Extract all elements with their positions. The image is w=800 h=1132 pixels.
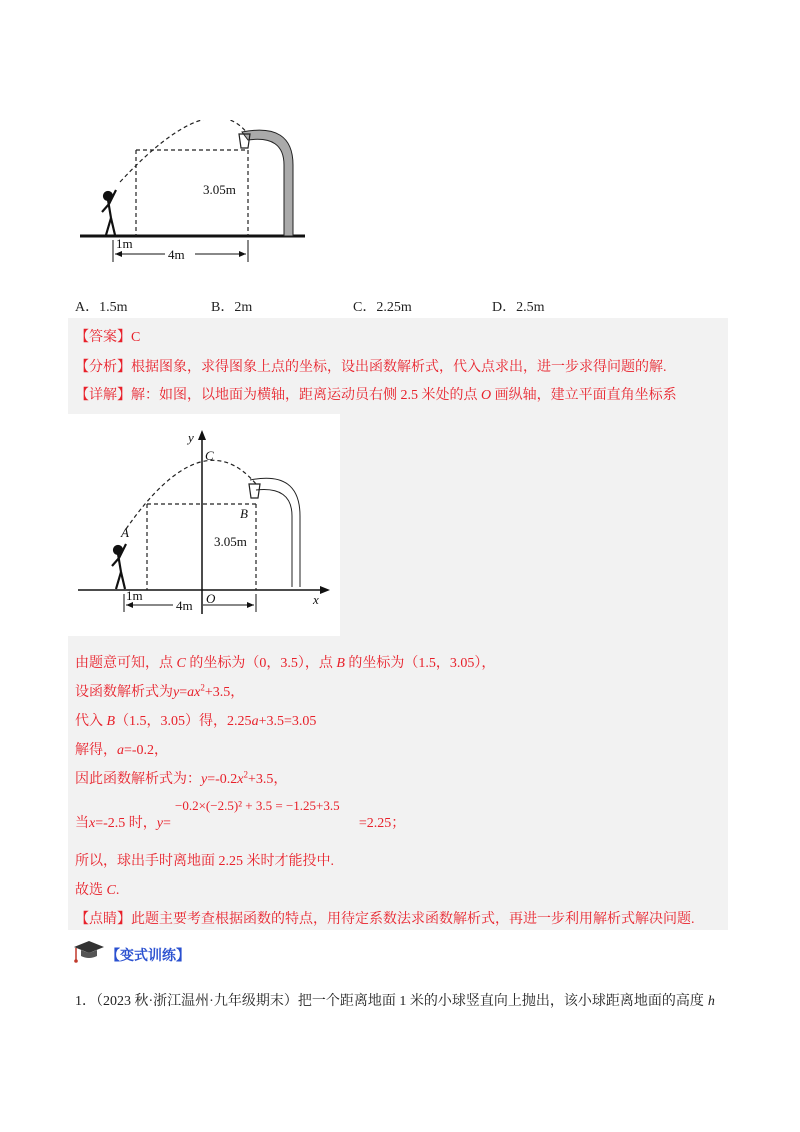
solution-line-5: 因此函数解析式为：$y=-0.2x^2+3.5$， — [75, 769, 288, 787]
hoop-pole — [242, 130, 293, 236]
distance-label: 4m — [176, 598, 193, 613]
solution-line-6: 当x=-2.5 时，y= =2.25； — [75, 816, 406, 831]
point-c-label: C — [205, 448, 214, 463]
answer-options — [75, 296, 755, 316]
option-a: A．1.5m — [75, 300, 128, 315]
option-c: C．2.25m — [353, 300, 412, 315]
trajectory-curve — [120, 120, 248, 182]
solution-line-3: 代入 B（1.5，3.05）得，2.25a+3.5=3.05 — [75, 714, 317, 729]
solution-line-4: 解得，a=-0.2， — [75, 743, 169, 758]
detail-line: 【详解】解：如图，以地面为横轴，距离运动员右侧 2.5 米处的点 O 画纵轴，建立平面直角坐标系 — [75, 388, 677, 403]
solution-line-7: 所以，球出手时离地面 2.25 米时才能投中. — [75, 854, 334, 869]
origin-label: O — [206, 591, 216, 606]
coordinate-figure — [68, 414, 340, 636]
gap-label: 1m — [126, 588, 143, 603]
comment-line: 【点睛】此题主要考查根据函数的特点，用待定系数法求函数解析式，再进一步利用解析式解决问题. — [75, 912, 695, 927]
y-axis-label: y — [188, 430, 194, 445]
question-1: 1．（2023 秋·浙江温州·九年级期末）把一个距离地面 1 米的小球竖直向上抛出，该小球距离地面的高度 h — [75, 994, 715, 1009]
graduation-cap-icon — [72, 939, 106, 965]
distance-label: 4m — [168, 247, 185, 262]
solution-line-2: 设函数解析式为$y=ax^2+3.5$， — [75, 682, 245, 700]
height-label: 3.05m — [203, 182, 236, 197]
player-figure — [102, 190, 116, 235]
point-b-label: B — [240, 506, 248, 521]
solution-line-8: 故选 C. — [75, 883, 120, 898]
answer-line: 【答案】C — [75, 330, 141, 345]
height-label: 3.05m — [214, 534, 247, 549]
formula-expression: −0.2×(−2.5)² + 3.5 = −1.25+3.5 — [175, 798, 340, 813]
gap-label: 1m — [116, 236, 133, 251]
analysis-line: 【分析】根据图象，求得图象上点的坐标，设出函数解析式，代入点求出，进一步求得问题的解. — [75, 360, 667, 375]
x-axis-label: x — [313, 592, 319, 607]
point-a-label: A — [121, 525, 129, 540]
solution-line-1: 由题意可知，点 C 的坐标为（0，3.5），点 B 的坐标为（1.5，3.05）， — [75, 656, 496, 671]
option-b: B．2m — [211, 300, 253, 315]
option-d: D．2.5m — [492, 300, 545, 315]
basketball-figure — [80, 120, 310, 270]
